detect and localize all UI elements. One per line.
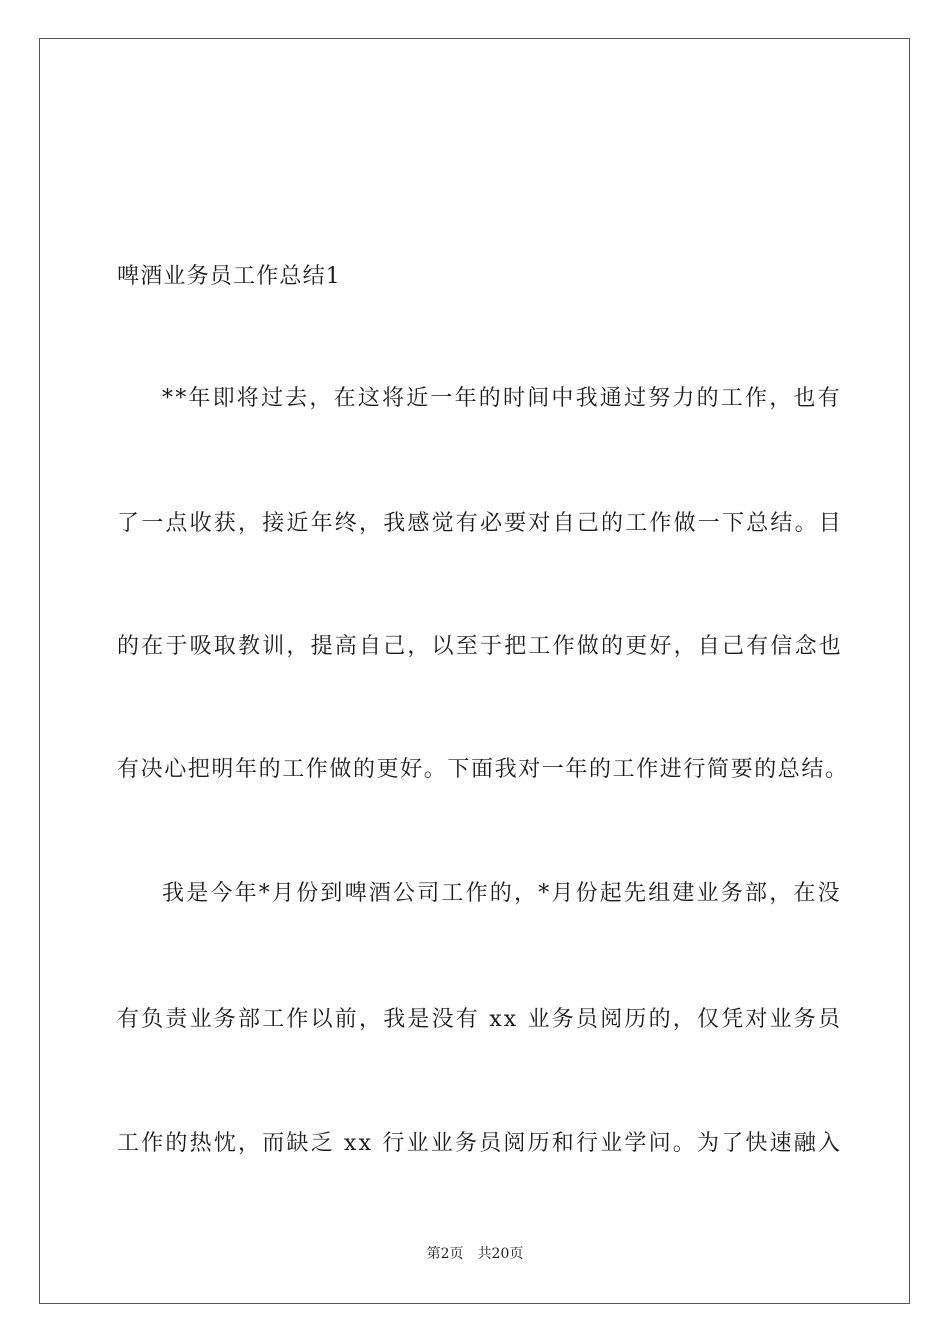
body-line-6: 有负责业务部工作以前，我是没有 xx 业务员阅历的，仅凭对业务员 — [117, 1007, 843, 1032]
page-number: 第2页 — [426, 1246, 464, 1262]
body-line-1: **年即将过去，在这将近一年的时间中我通过努力的工作，也有 — [162, 386, 842, 411]
body-line-7: 工作的热忱，而缺乏 xx 行业业务员阅历和行业学问。为了快速融入 — [117, 1131, 843, 1156]
body-line-3: 的在于吸取教训，提高自己，以至于把工作做的更好，自己有信念也 — [117, 634, 844, 659]
page-footer — [0, 1245, 950, 1263]
page-border — [39, 38, 910, 1304]
body-line-4: 有决心把明年的工作做的更好。下面我对一年的工作进行简要的总结。 — [117, 757, 849, 782]
page-total: 共20页 — [477, 1246, 524, 1262]
document-heading: 啤酒业务员工作总结1 — [117, 264, 341, 289]
body-line-5: 我是今年*月份到啤酒公司工作的，*月份起先组建业务部，在没 — [162, 881, 842, 906]
body-line-2: 了一点收获，接近年终，我感觉有必要对自己的工作做一下总结。目 — [117, 511, 844, 536]
